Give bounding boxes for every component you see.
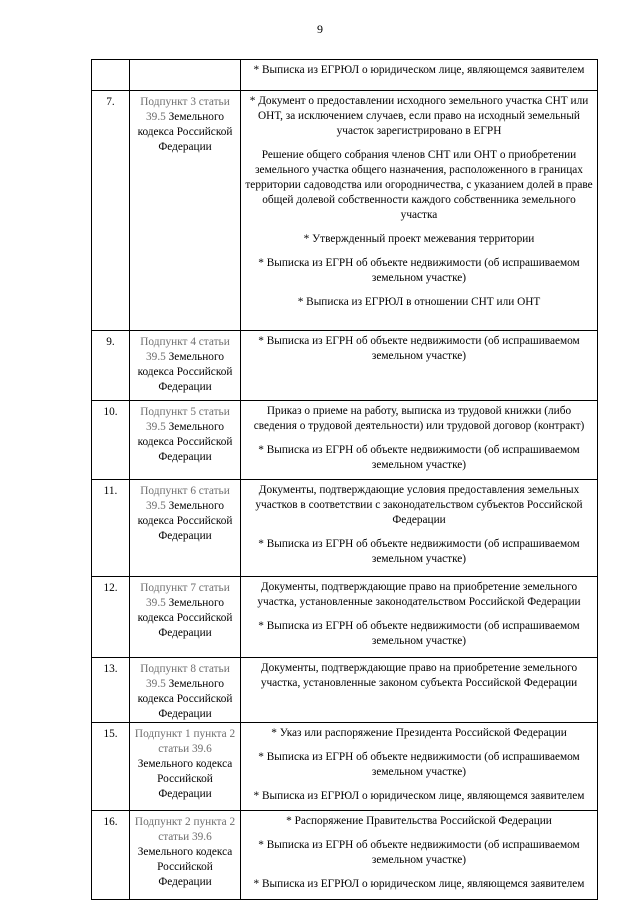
legal-basis-code: Земельного кодекса Российской Федерации xyxy=(137,351,233,393)
legal-basis-code: Земельного кодекса Российской Федерации xyxy=(137,846,233,888)
legal-basis-article: Подпункт 7 статьи 39.5 xyxy=(140,582,230,609)
documents-table xyxy=(91,59,598,900)
required-documents xyxy=(241,60,598,91)
legal-basis-code: Земельного кодекса Российской Федерации xyxy=(137,421,233,463)
legal-basis xyxy=(130,577,241,658)
required-documents xyxy=(241,577,598,658)
table-row xyxy=(92,91,598,331)
table-row xyxy=(92,658,598,723)
legal-basis-article: Подпункт 3 статьи 39.5 xyxy=(140,96,230,123)
document-item: * Распоряжение Правительства Российской Федерации xyxy=(286,815,552,827)
row-number xyxy=(92,60,130,91)
row-number: 16. xyxy=(92,811,130,900)
document-item: * Утвержденный проект межевания территории xyxy=(303,233,535,245)
document-item: Документы, подтверждающие право на приобретение земельного участка, установленные законом субъекта Российской Федерации xyxy=(260,662,578,689)
document-item: * Выписка из ЕГРН об объекте недвижимости (об испрашиваемом земельном участке) xyxy=(258,620,580,647)
legal-basis xyxy=(130,91,241,331)
row-number: 9. xyxy=(92,331,130,401)
row-number: 11. xyxy=(92,480,130,577)
table-row xyxy=(92,811,598,900)
required-documents xyxy=(241,480,598,577)
required-documents xyxy=(241,331,598,401)
row-number: 15. xyxy=(92,723,130,811)
document-item: Решение общего собрания членов СНТ или ОНТ о приобретении земельного участка общего назначения, расположенного в границах территории садоводства или огородничества, с указанием долей в праве общей долевой собственности каждого собственника земельного участка xyxy=(245,149,593,221)
legal-basis-code: Земельного кодекса Российской Федерации xyxy=(137,758,233,800)
required-documents xyxy=(241,401,598,480)
required-documents xyxy=(241,91,598,331)
document-item: * Выписка из ЕГРН об объекте недвижимости (об испрашиваемом земельном участке) xyxy=(258,839,580,866)
row-number: 13. xyxy=(92,658,130,723)
legal-basis xyxy=(130,723,241,811)
table-row xyxy=(92,401,598,480)
legal-basis-article: Подпункт 1 пункта 2 статьи 39.6 xyxy=(134,728,236,755)
document-item: * Выписка из ЕГРЮЛ о юридическом лице, являющемся заявителем xyxy=(253,878,585,890)
document-item: * Выписка из ЕГРЮЛ о юридическом лице, являющемся заявителем xyxy=(253,790,585,802)
document-item: Документы, подтверждающие условия предоставления земельных участков в соответствии с законодательством субъектов Российской Федерации xyxy=(255,484,583,526)
document-item: * Документ о предоставлении исходного земельного участка СНТ или ОНТ, за исключением случаев, если право на исходный земельный участок зарегистрировано в ЕГРН xyxy=(249,95,589,137)
legal-basis xyxy=(130,811,241,900)
legal-basis-article: Подпункт 5 статьи 39.5 xyxy=(140,406,230,433)
document-item: * Выписка из ЕГРН об объекте недвижимости (об испрашиваемом земельном участке) xyxy=(258,335,580,362)
legal-basis xyxy=(130,331,241,401)
legal-basis-article: Подпункт 8 статьи 39.5 xyxy=(140,663,230,690)
legal-basis xyxy=(130,401,241,480)
required-documents xyxy=(241,658,598,723)
document-item: * Выписка из ЕГРН об объекте недвижимости (об испрашиваемом земельном участке) xyxy=(258,538,580,565)
row-number: 10. xyxy=(92,401,130,480)
legal-basis xyxy=(130,658,241,723)
legal-basis-code: Земельного кодекса Российской Федерации xyxy=(137,678,233,720)
legal-basis-article: Подпункт 2 пункта 2 статьи 39.6 xyxy=(134,816,236,843)
table-row xyxy=(92,723,598,811)
legal-basis-code: Земельного кодекса Российской Федерации xyxy=(137,500,233,542)
table-row xyxy=(92,577,598,658)
legal-basis-code: Земельного кодекса Российской Федерации xyxy=(137,597,233,639)
document-item: * Выписка из ЕГРН об объекте недвижимости (об испрашиваемом земельном участке) xyxy=(258,257,580,284)
document-item: Документы, подтверждающие право на приобретение земельного участка, установленные законодательством Российской Федерации xyxy=(257,581,581,608)
legal-basis-article: Подпункт 6 статьи 39.5 xyxy=(140,485,230,512)
required-documents xyxy=(241,723,598,811)
document-item: * Выписка из ЕГРЮЛ о юридическом лице, являющемся заявителем xyxy=(253,64,585,76)
document-item: * Указ или распоряжение Президента Российской Федерации xyxy=(271,727,567,739)
legal-basis-article: Подпункт 4 статьи 39.5 xyxy=(140,336,230,363)
table-row xyxy=(92,60,598,91)
legal-basis xyxy=(130,60,241,91)
legal-basis-code: Земельного кодекса Российской Федерации xyxy=(137,111,233,153)
legal-basis xyxy=(130,480,241,577)
page-number: 9 xyxy=(317,22,323,36)
row-number: 12. xyxy=(92,577,130,658)
required-documents xyxy=(241,811,598,900)
document-item: * Выписка из ЕГРН об объекте недвижимости (об испрашиваемом земельном участке) xyxy=(258,751,580,778)
table-row xyxy=(92,480,598,577)
table-row xyxy=(92,331,598,401)
document-item: * Выписка из ЕГРН об объекте недвижимости (об испрашиваемом земельном участке) xyxy=(258,444,580,471)
row-number: 7. xyxy=(92,91,130,331)
document-item: * Выписка из ЕГРЮЛ в отношении СНТ или ОНТ xyxy=(297,296,541,308)
document-item: Приказ о приеме на работу, выписка из трудовой книжки (либо сведения о трудовой деятельности) или трудовой договор (контракт) xyxy=(253,405,585,432)
